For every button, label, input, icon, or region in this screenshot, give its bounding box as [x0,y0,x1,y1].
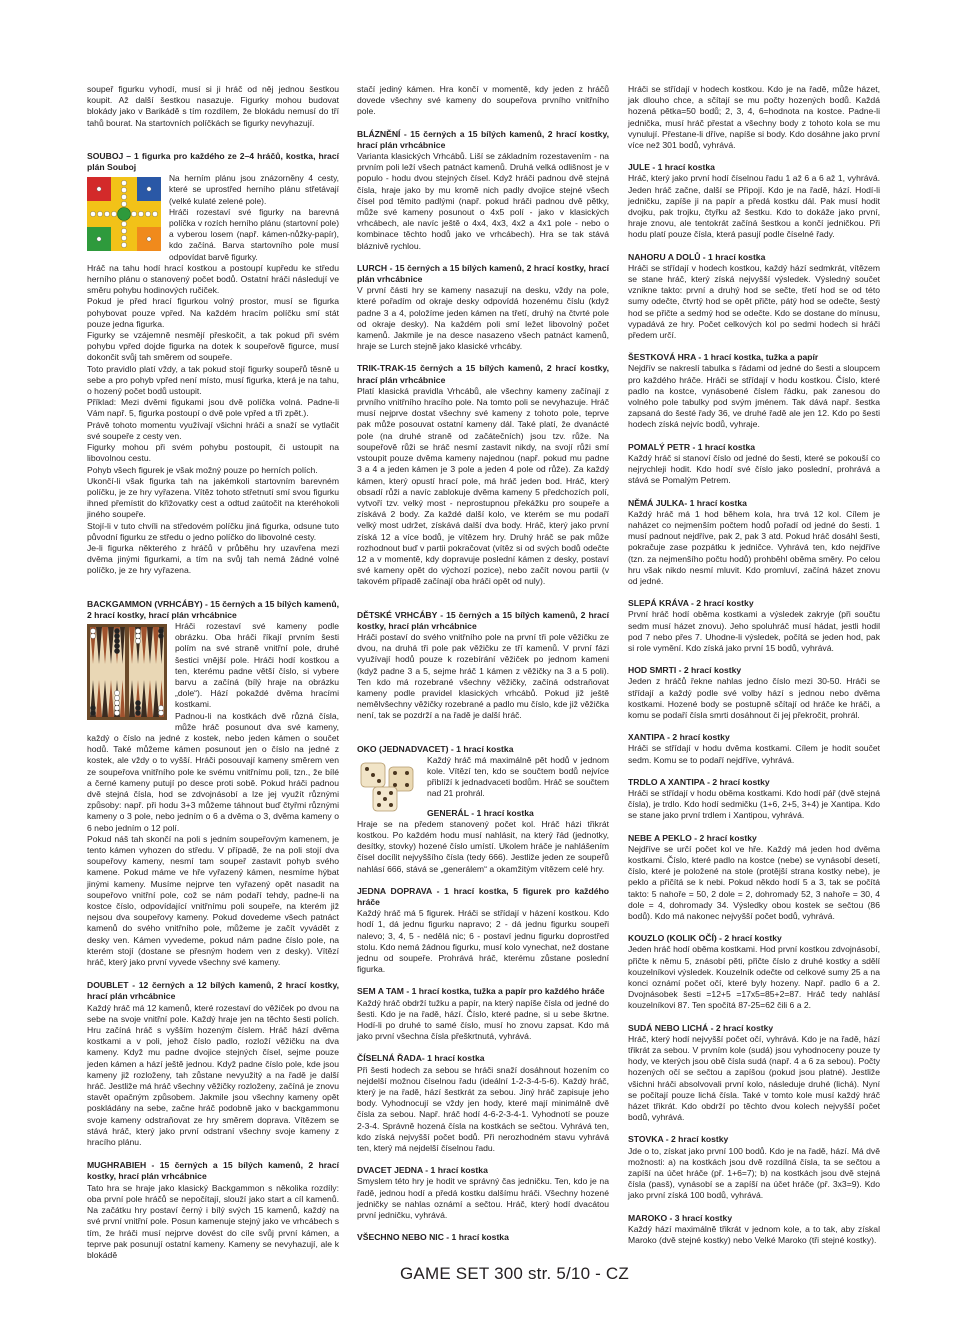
paragraph: Hráč, který jako první hodí číselnou řadu 1 až 6 a 6 až 1, vyhrává. Jeden hráč začne, další se Připojí. Kdo je na řadě, hází. Hodí-li jedničku, zapíše ji na papír a předá kostku dál. Pak musí hodit dvojku, pak trojku, čtyřku až šestku. Kdo to dokáže jako první, hraje znovu, ale tentokrát začíná šestkou a končí jedničkou. Při hodu platí pouze čísla, která pasují podle číselné řady. [628,173,880,240]
section-heading-souboj: SOUBOJ – 1 figurka pro každého ze 2–4 hráčů, kostka, hrací plán Souboj [87,150,339,173]
section-heading-stovka: STOVKA - 2 hrací kostky [628,1134,729,1145]
paragraph: V první části hry se kameny nasazují na desku, vždy na pole, které pořadím od okraje desky odpovídá hozenému číslu (když padne 3 a 4, položíme jeden kámen na třetí, druhý na čtvrté pole od okraje desky). Na každém poli smí ležet libovolný počet kamenů. Jakmile je na desce nasazeno všech patnáct kamenů, hraje se Lurch stejně jako klasické vrhcáby. [357,285,609,352]
paragraph: Na herním plánu jsou znázorněny 4 cesty, které se uprostřed herního plánu střetávají (velké kulaté zelené pole). [169,173,339,206]
section-heading-sem-a-tam: SEM A TAM - 1 hrací kostka, tužka a papír pro každého hráče [357,986,605,997]
paragraph: Platí klasická pravidla Vrhcábů, ale všechny kameny začínají z prvního vnitřního hracího pole. Na tomto poli se nevyhazuje. Hráč musí nejprve dostat všechny své kameny z tohoto pole, teprve pak může posouvat ostatní kameny dál. Také platí, že dvanácté pole (na druhé straně od začátečních) jsou tzv. růže. Na soupeřově růži se hráč nesmí zastavit nikdy, na svojí růži smí vstoupit pouze dvěma kameny najednou (např. pokud mu padne 3 a 4 a jeden kámen je 3 pole a jeden 4 pole od růže). Za každý kámen, který opustí hrací pole, má hráč jeden bod. Hráč, který obsadí růži a navíc zablokuje dvěma kameny 5 předchozích polí, vytvoří tzv. velký most - neprostupnou překážku pro soupeře a získává 2 body. Za každé další kolo, ve kterém se mu podaří velký most udržet, získává další dva body. Hráč, který jako první získá 12 a více bodů, je vítězem hry. Druhý hráč se pak může rozhodnout buď v partii pokračovat (vítěz si od svých bodů odečte 12 a v momentě, kdy dopravuje poslední kámen z desky, postaví své kameny opět do výchozí pozice), nebo začít novou partii (v takovém případě začínají oba hráči opět od nuly). [357,385,609,587]
paragraph: Každý hráč si stanoví číslo od jedné do šesti, které se pokouší co nejrychleji hodit. Kdo hodí své číslo jako poslední, prohrává a stává se Pomalým Petrem. [628,452,880,486]
paragraph: Hráči postaví do svého vnitřního pole na první tři pole věžičku ze dvou, na druhá tři pole pak věžičku ze tří kamenů. V první fázi využívají hodů pouze k rozebírání věžiček po jednom kameni (když padne 3 a 5, sejme hráč 1 kámen z věžičky na 3 a 5 poli). Ten kdo má rozebrané všechny věžičky, začíná odstraňovat kameny podle pravidel klasických vrhcábů. Pokud již ještě nemělvšechny věžičky rozebrané a padlo mu číslo, kde již věžička není, tak se pozdrží a na řadě je další hráč. [357,631,609,721]
paragraph: Každý hráč má 12 kamenů, které rozestaví do věžiček po dvou na sebe na svoje vnitřní pole. Každý hraje jen na těchto šesti polích. Hru začíná hráč s vyšším hozeným číslem. Hráč hází dvěma kostkami a v poli, jehož číslo padlo, rozloží věžičku na dva kameny. Když mu padne dvojice stejných čísel, sejme pouze jeden kámen a hází ještě jednou. Když padne číslo pole, kde jsou kameny již rozloženy, tah zůstane nevyužitý a na řadě je další hráč. Jestliže má hráč všechny věžičky rozloženy, začíná je znovu stavět opačným způsobem. Jakmile jsou všechny kameny opět poskládány na sebe, začne hráč podobně jako v backgammonu svoje kameny odstraňovat ze hry směrem doprava. Vítězem se stává hráč, který jako první odstraní všechny svoje kameny z hracího plánu. [87,1002,339,1148]
page-footer: GAME SET 300 str. 5/10 - CZ [400,1264,629,1283]
paragraph: První hráč hodí oběma kostkami a výsledek zakryje (při součtu sedm musí házet znovu). Jeho spoluhráč musí hádat, jestli hodil pod 7 nebo přes 7. Uhodne-li výsledek, počítá se jeden hod, pak si role vymění. Kdo získá jako první 15 bodů, vyhrává. [628,609,880,653]
paragraph: Příklad: Mezi dvěmi figukami jsou dvě políčka volná. Padne-li Vám např. 5, figurka postoupí o dvě pole vpřed a tři zpět.). [87,397,339,419]
section-heading-backgammon: BACKGAMMON (VRHCÁBY) - 15 černých a 15 bílých kamenů, 2 hrací kostky, hrací plán vrhcábnice [87,598,339,620]
paragraph: Každý hráč má maximálně pět hodů v jednom kole. Vítězí ten, kdo se součtem bodů nejvíce přiblíží k jednadvaceti bodům. Hráč se součtem nad 21 prohrál. [427,754,609,799]
text-column-3 [628,84,880,1246]
section-heading-hod-smrti: HOD SMRTI - 2 hrací kostky [628,665,742,676]
section-heading-ciselna-rada: ČÍSELNÁ ŘADA- 1 hrací kostka [357,1053,485,1064]
paragraph: Hráči se střídají v hodech kostkou, každý hází sedmkrát, vítězem se stane hráč, který získá nejvyšší výsledek. Výsledný součet vznikne takto: první a druhý hod se sečte, třetí hod se od této sumy odečte, čtvrtý hod se opět přičte, pátý hod se odečte, šestý hod se přičte a sedmý hod se odečte. Kdo se dostane do mínusu, vypadává ze hry. Počet celkových kol po sedmi hodech si hráči předem určí. [628,262,880,341]
paragraph: Hráči se střídají v hodu oběma kostkami. Kdo hodí pář (dvě stejná čísla), je trdlo. Kdo hodí sedmičku (1+6, 2+5, 3+4) je Xantipa. Kdo se stane jako první trdlem i Xantipou, vyhrává. [628,787,880,821]
section-heading-sestkova-hra: ŠESTKOVÁ HRA - 1 hrací kostka, tužka a papír [628,352,819,363]
section-heading-blazneni: BLÁZNĚNÍ - 15 černých a 15 bílých kamenů, 2 hrací kostky, hrací plán vrhcábnice [357,128,609,150]
paragraph: Hráči se střídají v hodu dvěma kostkami. Cílem je hodit součet sedm. Komu se to podaří nejdříve, vyhrává. [628,743,880,765]
section-heading-nema-julka: NĚMÁ JULKA- 1 hrací kostka [628,497,747,508]
paragraph: Figurky mohou při svém pohybu postoupit, či ustoupit na libovolnou cestu. [87,442,339,464]
section-heading-slepa-krava: SLEPÁ KRÁVA - 2 hrací kostky [628,598,754,609]
paragraph: Hraje se na předem stanovený počet kol. Hráč házi třikrát kostkou. Po každém hodu musí nahlásit, na který řád (jednotky, desítky, stovky) hozené číslo umístí. Ukolem hráče je nahlášením čísel docílit nejvyššího čísla (tedy 666). Jestliže jeden ze soupeřů nahlásí 666, stává se „generálem“ a okamžitým vítězem celé hry. [357,818,609,874]
section-heading-jule: JULE - 1 hrací kostka [628,162,715,173]
paragraph: Hráči se střídají v hodech kostkou. Kdo je na řadě, může házet, jak dlouho chce, a sčítají se mu počty hozených bodů. Každá hozená pětka=50 bodů; 2, 3, 4, 6=hodnota na kostce. Padne-li jednička, musí hráč přestat a všechny body z tohoto kola se mu vynulují. Přestane-li dříve, napíše si body. Kdo dosáhne jako první více než 301 bodů, vyhrává. [628,84,880,151]
text-column-2 [357,84,609,1243]
paragraph: Právě tohoto momentu využívají všichni hráči a snaží se vytlačit své soupeře z cesty ven. [87,419,339,441]
section-heading-xantipa: XANTIPA - 2 hrací kostky [628,732,730,743]
paragraph: Každý hází maximálně třikrát v jednom kole, a to tak, aby získal Maroko (dvě stejné kostky) nebo Velké Maroko (tři stejné kostky). [628,1223,880,1246]
section-heading-triktrak: TRIK-TRAK-15 černých a 15 bílých kamenů, 2 hrací kostky, hrací plán vrhcábnice [357,363,609,385]
section-heading-trdlo-a-xantipa: TRDLO A XANTIPA - 2 hrací kostky [628,776,770,787]
paragraph: Pokud náš tah skončí na poli s jedním soupeřovým kamenem, je tento kámen vyhozen do středu. V případě, že na poli stojí dva soupeřovy kameny, nesmí tam soupeř zastavit pohyb svého kamene. Pokud máme ve hře vyřazený kámen, nesmíme hýbat jinými kameny. Musíme nejprve ten vyřazený opět nasadit na soupeřovo vnitřní pole, což se nám podaří tehdy, padne-li na kostce číslo, odpovídající vnitřnímu poli soupeře, na kterém již nejsou dva soupeřovy kameny. Pokud dovedeme všech patnáct kamenů do svého vnitřního pole, můžeme je začít vyvádět z desky ven. Kámen vyvedeme, pokud nám padne číslo pole, na kterém stojí (dostane se přesným hodem ven z desky). Vítězí hráč, který jako první vyvede všechny své kameny. [87,833,339,968]
paragraph: Pokud je před hrací figurkou volný prostor, musí se figurka pohybovat pouze vpřed. Na každém hracím políčku smí stát pouze jedna figurka. [87,296,339,329]
section-heading-kouzlo: KOUZLO (KOLIK OČÍ) - 2 hrací kostky [628,933,782,944]
section-heading-nahoru-a-dolu: NAHORU A DOLŮ - 1 hrací kostka [628,251,766,262]
paragraph: Pohyb všech figurek je však možný pouze po herních polích. [87,464,318,475]
section-heading-nebe-a-peklo: NEBE A PEKLO - 2 hrací kostky [628,832,757,843]
paragraph: Každý hráč obdrží tužku a papír, na který napíše čísla od jedné do šesti. Kdo je na řadě, hází. Číslo, které padne, si u sebe škrtne. Hodí-li po druhé to samé číslo, musí ho znovu zapsat. Kdo má jako první všechna čísla přeškrtnutá, vyhrává. [357,997,609,1042]
section-heading-suda-nebo-licha: SUDÁ NEBO LICHÁ - 2 hrací kostky [628,1022,774,1033]
paragraph: stačí jediný kámen. Hra končí v momentě, kdy jeden z hráčů dovede všechny své kameny do soupeřova prvního vnitřního pole. [357,84,609,117]
paragraph: Hráči rozestaví své kameny podle obrázku. Oba hráči říkají prvním šesti polím na své straně vnitřní pole, druhé šestici vnější pole. Hráči hodí kostkou a ten, kterému padne větší číslo, si vybere barvu a začíná (bílý hraje na obrázku „dole“). Hází pokaždé dvěma hracími kostkami. [175,620,339,710]
backgammon-board-image [87,624,167,720]
paragraph: Hráč, který hodí nejvyšší počet očí, vyhrává. Kdo je na řadě, hází třikrát za sebou. V prvním kole (sudá) jsou vyhodnoceny pouze ty hody, ve kterých jsou obě čísla sudá (např. 4 a 6 za sebou). Počty hozených očí se sečtou a zapíšou (pokud jsou platné). Jestliže všichni hráči absolvovali první kolo, následuje druhé (lichá). Nyní se počítají pouze lichá čísla. Také v tomto kole musí každý hráč házet třikrát. Kdo obdrží po těchto dvou kolech nejvyšší počet bodů, vyhrává. [628,1033,880,1123]
paragraph: Je-li figurka některého z hráčů v průběhu hry uzavřena mezi dvěma jinými figurkami, a tím na svůj tah nemá žádné volné políčko, je ze hry vyřazena. [87,542,339,576]
paragraph: Každý hráč má 5 figurek. Hráči se střídají v házení kostkou. Kdo hodí 1, dá jednu figurku napravo; 2 - dá jednu figurku soupeři nalevo; 3, 4, 5 - nedělá nic; 6 - postaví jednu figurku doprostřed stolu. Kdo nemá žádnou figurku, musí kolo vynechat, než dostane jednu od soupeře. Prohrává hráč, kterému zůstane poslední figurka. [357,908,609,975]
paragraph: Nejdříve se určí počet kol ve hře. Každý má jeden hod dvěma kostkami. Číslo, které padlo na kostce (nebe) se vynásobí desetí, číslo, které je položené na stole (protější strana kostky nebe), je peklo a přičítá se k nebi. Pokud někdo hodí 5 a 3, tak se počítá takto: 5 nahoře = 50, 2 dole = 2, dohromady 52, 3 nahoře = 30, 4 dole = 4, dohromady 34. Výsledky obou kostek se sečtou (86 bodů). Kdo má nakonec nejvyšší počet bodů, vyhrává. [628,843,880,921]
paragraph: Hráč na tahu hodí hrací kostkou a postoupí kupředu ke středu herního plánu o stanovený počet bodů. Ostatní hráči následují ve směru pohybu hodinových ručiček. [87,262,339,296]
section-heading-mughrabieh: MUGHRABIEH - 15 černých a 15 bílých kamenů, 2 hrací kostky, hrací plán vrhcábnice [87,1160,339,1182]
section-heading-oko: OKO (JEDNADVACET) - 1 hrací kostka [357,743,514,754]
paragraph: Figurky se vzájemně nesmějí přeskočit, a tak pokud při svém pohybu vpřed dojde figurka na dotek k soupeřově figurce, musí dokončit svůj tah směrem od soupeře. [87,330,339,363]
paragraph: Padnou-li na kostkách dvě různá čísla, může hráč posunout dva své kameny, každý o číslo na jedné z kostek, nebo jeden kámen o součet hodů. Také můžeme kámen posunout jen o číslo na jedné z kostek, ale vždy o to vyšší. Hráči posouvají kameny směrem ven ze soupeřova vnitřního pole ke svému vnitřnímu poli, tzn., že bílé a černé kameny putují po desce proti sobě. Pokud hráči padnou dvě stejná čísla, hod se zdvojnásobí a lze jej využít různými způsoby: např. při hodu 3+3 můžeme táhnout buď čtyřmi různými kameny o 3 pole, nebo jedním o 6 a dvěma o 3, dvěma kameny o 6 nebo jedním o 12 polí. [87,710,339,833]
section-heading-lurch: LURCH - 15 černých a 15 bílých kamenů, 2 hrací kostky, hrací plán vrhcábnice [357,262,609,285]
section-heading-detske: DĚTSKÉ VRHCÁBY - 15 černých a 15 bílých kamenů, 2 hrací kostky, hrací plán vrhcábnice [357,609,609,631]
section-heading-dvacet-jedna: DVACET JEDNA - 1 hrací kostka [357,1165,488,1176]
paragraph: Stojí-li v tuto chvíli na středovém políčku jiná figurka, odsune tuto původní figurku ze středu o jedno políčko do libovolné cesty. [87,520,339,542]
paragraph: Toto pravidlo platí vždy, a tak pokud stojí figurky soupeřů těsně u sebe a pro pohyb vpřed není místo, musí figurka, která je na tahu, o hozený počet bodů ustoupit. [87,363,339,397]
paragraph: Varianta klasických Vrhcábů. Liší se základním rozestavením - na prvním poli leží všech patnáct kamenů. Druhá velká odlišnost je v populo - hodu dvou stejných čísel. Když hráči padnou dvě stejná čísla, hraje jako by mu kromě nich padly dvojice stejné všech čísel pod těmito padlými (např. pokud hráči padnou dvě pětky, může své kameny posunout o 4x5 polí - jako v klasických vrhcábech, ale navíc ještě o 4x4, 4x3, 4x2 a 4x1 pole - nebo o kombinace těchto hodů jako ve vrhcábech). Hra se tak stává bláznivě rychlou. [357,151,609,251]
section-heading-maroko: MAROKO - 3 hrací kostky [628,1212,733,1223]
section-heading-general: GENERÁL - 1 hrací kostka [427,807,534,818]
dice-image [357,759,419,815]
paragraph: Tato hra se hraje jako klasický Backgammon s několika rozdíly: oba první pole hráčů se nepočítají, slouží jako start a cíl kamenů. Na začátku hry postaví černý i bílý svých 15 kamenů, každý na své první vnitřní pole. Posun kamenuje stejný jako ve vrhcábech s tím, že hráči musí nejprve dovést do cíle svůj první kámen, a teprve pak posunují ostatní kameny. Kameny se nevyhazují, ale k blokádě [87,1182,339,1260]
paragraph: Jeden hráč hodí oběma kostkami. Hod první kostkou zdvojnásobí, přičte k němu 5, znásobí pěti, přičte číslo z druhé kostky a sdělí kouzelníkovi výsledek. Kouzelník odečte od celkové sumy 25 a na konci oznámí počet očí, které byly hozeny. Např. padlo 6 a 2. Dvojnásobek šesti =12+5 =17x5=85+2=87. Hráč tedy nahlásí kouzelníkovi 87. Ten spočítá 87-25=62 čili 6 a 2. [628,944,880,1011]
souboj-board-image [87,177,161,251]
paragraph: Jeden z hráčů řekne nahlas jedno číslo mezi 30-50. Hráči se střídají a každý podle své volby hází s jednou nebo dvěma kostkami. Hozené body se postupně sčítají od hráče ke hráči, a komu se podaří čísla smrti dosáhnout či jej překročit, prohrál. [628,676,880,720]
paragraph: Ukončí-li však figurka tah na jakémkoli startovním barevném políčku, je ze hry vyřazena. Vítěz tohoto střetnutí smí svou figurku ihned přemístit do křižovatky cest a odtud zaútočit na kteréhokoli jiného soupeře. [87,475,339,520]
paragraph: Hráči rozestaví své figurky na barevná políčka v rozích herního plánu (startovní pole) a vyberou losem (např. kámen-nůžky-papír), kdo začíná. Barva startovního pole musí odpovídat barvě figurky. [169,206,339,262]
section-heading-doublet: DOUBLET - 12 černých a 12 bílých kamenů, 2 hrací kostky, hrací plán vrhcábnice [87,980,339,1002]
paragraph: soupeř figurku vyhodí, musí si ji hráč od něj jednou šestkou koupit. Až další šestkou nasazuje. Figurky mohou budovat blokády jako v Barikádě s tím rozdílem, že blokádu nemusí do tří tahů bourat. Na startovních políčkách se figurky nevyhazují. [87,84,339,128]
paragraph: Každý hráč má 1 hod během kola, hra trvá 12 kol. Cílem je naházet co nejmenším počtem hodů pořadí od jedné do šesti. 1 musí padnout nejdříve, pak 2, pak 3 atd. Pokud hráč dosáhl šesti, pokračuje zase pozpátku k jedničce. Vyhrává ten, kdo nejdříve (tzn. za nejmenšího počtu hodů) prohběhl oběma směry. Po celou hru však nikdo nesmí mluvit. Kdo promluví, začíná házet znovu od jedné. [628,508,880,586]
paragraph: Nejdřív se nakreslí tabulka s řádami od jedné do šesti a sloupcem pro každého hráče. Hráči se střídají v hodu kostkou. Číslo, které padlo na kostce, vynásobené číslem řádku, pak zanesou do volného pole tabulky pod svým jménem. Tak dává např. šestka zapsaná do šesté řady 36, ve druhé řadě ale jen 12. Kdo po šesti hodech získá nejvíc bodů, vyhraje. [628,363,880,430]
text-column-1 [87,84,339,1261]
section-heading-vsechno-nebo-nic: VŠECHNO NEBO NIC - 1 hrací kostka [357,1232,509,1243]
paragraph: Při šesti hodech za sebou se hráči snaží dosáhnout hozením co nejdelší možnou číselnou řadu (ideální 1-2-3-4-5-6). Každý hráč, který je na řadě, hází šestkrát za sebou. Jiný hráč zapisuje jeho body. Vyhodnocují se vždy jen hody, které mají minimálně dvě čísla za sebou. Např. hráč hodí 4-6-2-3-4-1. Vyhodnotí se pouze 2-3-4. Správně hozená čísla na kostkách se sečtou. Vyhrává ten, kdo získá nejvyšší počet bodů. Při nerozhodném stavu vyhrává ten, který má nejdelší číselnou řadu. [357,1064,609,1154]
paragraph: Smyslem této hry je hodit ve správný čas jedničku. Ten, kdo je na řadě, jednou hodí a předá kostku dalšímu hráči. Všechny hozené jedničky se nahlas oznámí a sečtou. Hráč, který hodí dvacátou první jedničku, vyhrává. [357,1176,609,1221]
paragraph: Jde o to, získat jako první 100 bodů. Kdo je na řadě, hází. Má dvě možnosti: a) na kostkách jsou dvě rozdílná čísla, ta se sečtou a zapíší na účet hráče (př. 1+6=7); b) na kostkách jsou dvě stejná čísla (pasš), vynásobí se a zapíší na účet hráče (př. 3x3=9). Kdo jako první získá 100 bodů, vyhrává. [628,1145,880,1201]
section-heading-pomaly-petr: POMALÝ PETR - 1 hrací kostka [628,441,756,452]
section-heading-jedna-doprava: JEDNA DOPRAVA - 1 hrací kostka, 5 figurek pro každého hráče [357,885,609,907]
